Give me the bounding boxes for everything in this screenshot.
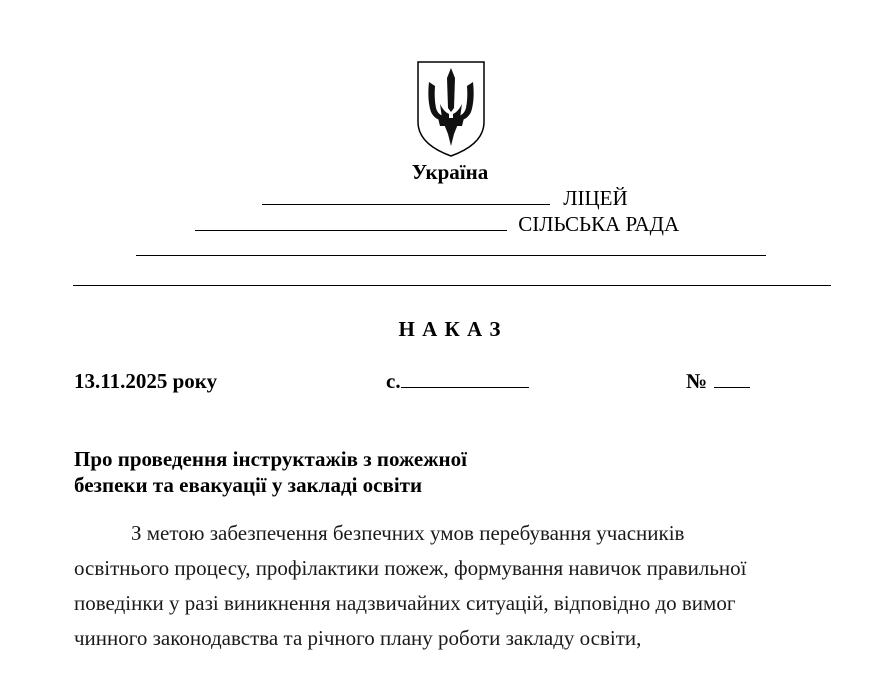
council-name-line bbox=[195, 212, 679, 236]
school-name-line bbox=[262, 186, 628, 210]
school-name-blank bbox=[262, 186, 550, 205]
body-line: З метою забезпечення безпечних умов перебування учасників bbox=[131, 521, 685, 545]
subject-line-1: Про проведення інструктажів з пожежної bbox=[74, 447, 467, 471]
subject-line-2: безпеки та евакуації у закладі освіти bbox=[74, 473, 423, 497]
body-line: чинного законодавства та річного плану роботи закладу освіти, bbox=[74, 626, 642, 650]
number-blank bbox=[714, 369, 750, 388]
header-separator bbox=[73, 285, 831, 286]
country-name: Україна bbox=[411, 160, 489, 184]
number-prefix: № bbox=[686, 369, 708, 393]
council-name-suffix: СІЛЬСЬКА РАДА bbox=[518, 212, 680, 236]
body-line: освітнього процесу, профілактики пожеж, формування навичок правильної bbox=[74, 556, 747, 580]
place-prefix: с. bbox=[386, 369, 401, 393]
order-number bbox=[686, 369, 750, 393]
place-blank bbox=[401, 369, 529, 388]
order-date: 13.11.2025 року bbox=[74, 369, 218, 393]
school-name-suffix: ЛІЦЕЙ bbox=[563, 186, 628, 210]
address-blank-line bbox=[136, 255, 766, 256]
body-paragraph bbox=[74, 516, 834, 656]
coat-of-arms-icon bbox=[416, 60, 486, 158]
order-place bbox=[386, 369, 529, 393]
body-line: поведінки у разі виникнення надзвичайних ситуацій, відповідно до вимог bbox=[74, 591, 736, 615]
order-title: Н А К А З bbox=[398, 317, 502, 341]
council-name-blank bbox=[195, 212, 507, 231]
